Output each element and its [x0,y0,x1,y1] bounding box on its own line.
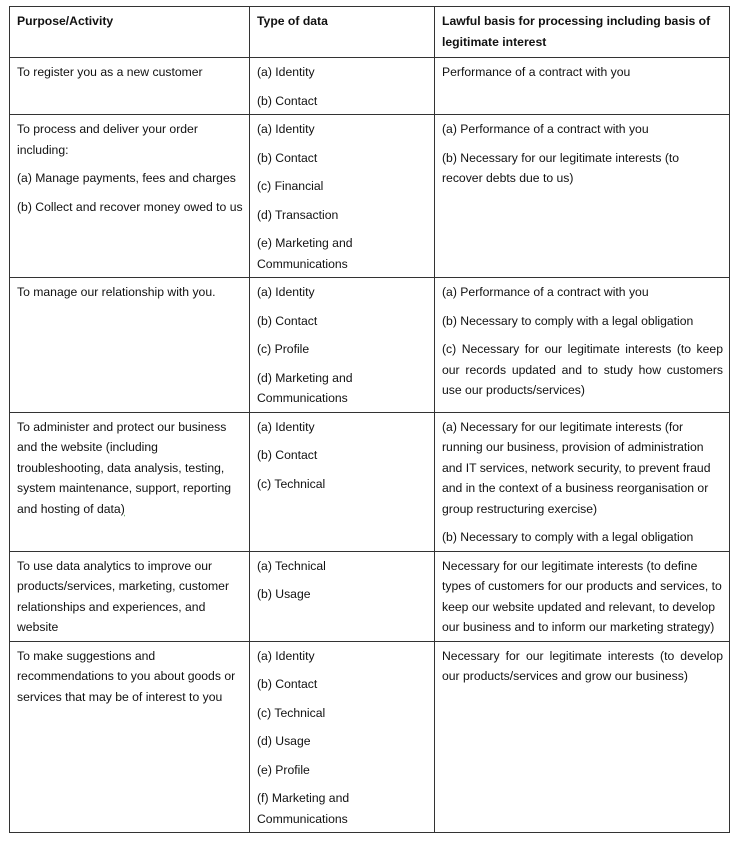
data-type-item: (b) Contact [257,93,318,108]
data-type-item: (b) Usage [257,587,311,601]
cell-basis [435,278,730,413]
purpose-text-tail: ) [120,501,125,516]
data-type-item: (b) Contact [257,448,318,462]
purpose-text: To make suggestions and recommendations to you about goods or services that may be of interest to you [17,648,236,704]
cell-basis [435,551,730,641]
cell-purpose [10,551,250,641]
data-type-item: (c) Technical [257,476,326,491]
purpose-text: (a) Manage payments, fees and charges [17,171,236,185]
purpose-text: To register you as a new customer [17,65,203,79]
data-type-item: (a) Identity [257,122,315,136]
table-row [10,278,730,413]
basis-text: (b) Necessary to comply with a legal obligation [442,530,694,544]
data-type-item: (a) Identity [257,419,315,434]
cell-basis [435,412,730,551]
lawful-basis-table [9,6,730,833]
purpose-text: (b) Collect and recover money owed to us [17,199,243,214]
table-row [10,412,730,551]
purpose-text [17,417,243,520]
data-type-item: (f) Marketing and Communications [257,791,350,826]
basis-text: Necessary for our legitimate interests (to define types of customers for our products and services, to keep our website updated and relevant, to develop our business and to inform our marketing strategy) [442,558,722,634]
basis-text: (c) Necessary for our legitimate interests (to keep our records updated and to study how customers use our products/services) [442,342,723,397]
data-type-item: (c) Technical [257,705,326,720]
data-type-item: (b) Contact [257,677,318,691]
data-type-item: (c) Profile [257,342,310,356]
cell-types [250,58,435,115]
data-type-item: (a) Identity [257,648,315,663]
cell-purpose [10,115,250,278]
purpose-text: To manage our relationship with you. [17,285,216,299]
cell-types [250,115,435,278]
data-type-item: (e) Profile [257,762,310,777]
cell-purpose [10,278,250,413]
table-row [10,115,730,278]
purpose-text-main: To administer and protect our business and the website (including troubleshooting, data analysis, testing, system maintenance, support, reporting and hosting of data [17,419,232,516]
basis-text: Necessary for our legitimate interests (to develop our products/services and grow our business) [442,648,723,683]
data-type-item: (b) Contact [257,150,318,165]
header-purpose: Purpose/Activity [10,7,250,58]
data-type-item: (c) Financial [257,179,324,193]
cell-types [250,278,435,413]
table-header-row [10,7,730,58]
data-type-item: (a) Identity [257,65,315,79]
basis-text: (a) Necessary for our legitimate interests (for running our business, provision of administration and IT services, network security, to prevent fraud and in the context of a business reorganisation or group restructuring exercise) [442,419,711,516]
data-type-item: (b) Contact [257,313,318,328]
cell-basis [435,641,730,833]
purpose-text: To process and deliver your order including: [17,122,198,157]
data-type-item: (d) Transaction [257,207,339,222]
basis-text: (b) Necessary to comply with a legal obligation [442,313,694,328]
cell-types [250,551,435,641]
cell-types [250,412,435,551]
purpose-text: To use data analytics to improve our products/services, marketing, customer relationships and experiences, and website [17,558,230,634]
header-type-of-data: Type of data [250,7,435,58]
basis-text: (a) Performance of a contract with you [442,285,649,299]
table-row [10,641,730,833]
data-type-item: (a) Technical [257,558,326,573]
table-row [10,551,730,641]
cell-purpose [10,58,250,115]
basis-text: (b) Necessary for our legitimate interests (to recover debts due to us) [442,150,680,185]
basis-text: (a) Performance of a contract with you [442,122,649,136]
cell-purpose [10,641,250,833]
cell-basis [435,115,730,278]
data-type-item: (a) Identity [257,285,315,299]
basis-text: Performance of a contract with you [442,65,631,79]
cell-purpose [10,412,250,551]
cell-basis [435,58,730,115]
data-type-item: (e) Marketing and Communications [257,236,353,271]
table-row [10,58,730,115]
cell-types [250,641,435,833]
data-type-item: (d) Usage [257,734,311,748]
header-lawful-basis: Lawful basis for processing including basis of legitimate interest [435,7,730,58]
data-type-item: (d) Marketing and Communications [257,370,353,405]
